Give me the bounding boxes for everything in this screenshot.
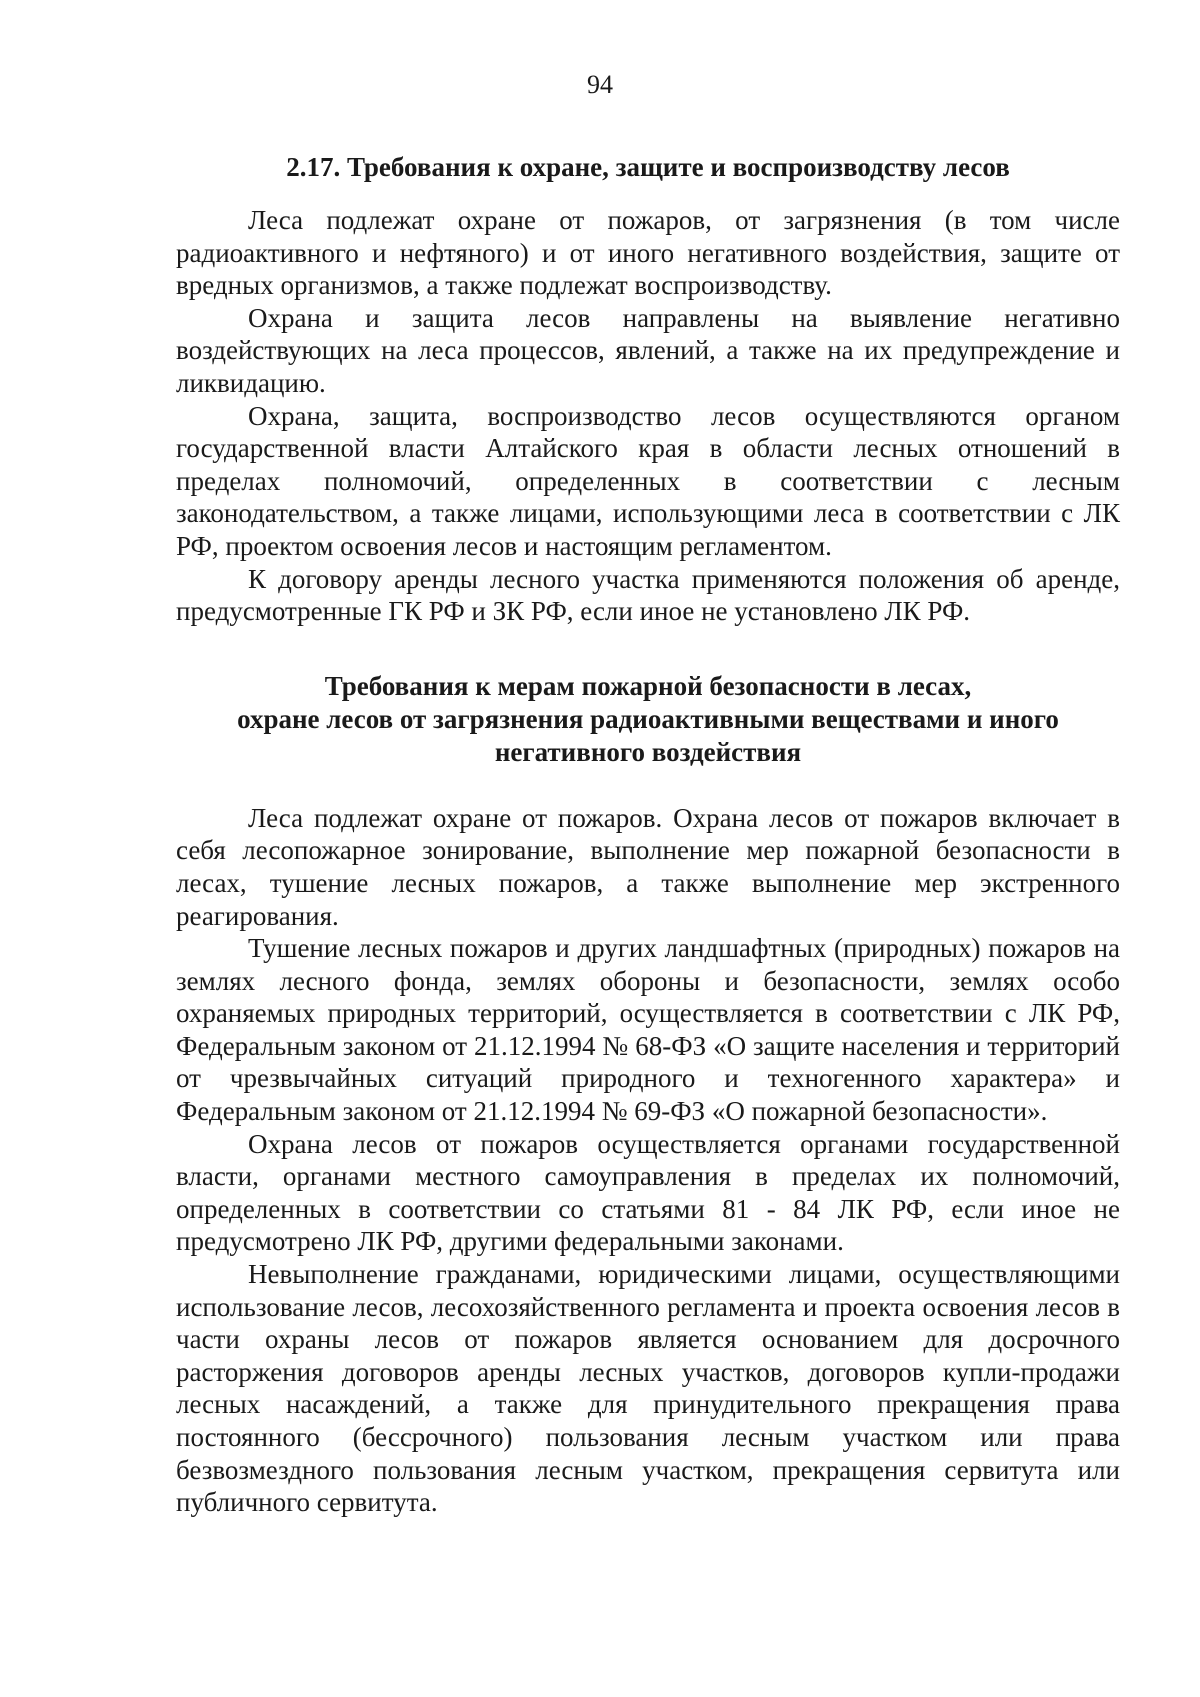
section-title: 2.17. Требования к охране, защите и воспроизводству лесов <box>286 152 1010 182</box>
paragraph: Тушение лесных пожаров и других ландшафтных (природных) пожаров на землях лесного фонда, землях обороны и безопасности, землях особо охраняемых природных территорий, осуществляется в соответствии с ЛК РФ, Федеральным законом от 21.12.1994 № 68-ФЗ «О защите населения и территорий от чрезвычайных ситуаций природного и техногенного характера» и Федеральным законом от 21.12.1994 № 69-ФЗ «О пожарной безопасности». <box>176 933 1120 1127</box>
subsection-title-line: охране лесов от загрязнения радиоактивными веществами и иного <box>237 703 1059 734</box>
paragraph: Охрана лесов от пожаров осуществляется органами государственной власти, органами местного самоуправления в пределах их полномочий, определенных в соответствии со статьями 81 - 84 ЛК РФ, если иное не предусмотрено ЛК РФ, другими федеральными законами. <box>176 1128 1120 1257</box>
subsection-title-line: Требования к мерам пожарной безопасности в лесах, <box>324 670 972 701</box>
paragraph: Охрана и защита лесов направлены на выявление негативно воздействующих на леса процессов, явлений, а также на их предупреждение и ликвидацию. <box>176 302 1120 398</box>
paragraph: Леса подлежат охране от пожаров, от загрязнения (в том числе радиоактивного и нефтяного) и от иного негативного воздействия, защите от вредных организмов, а также подлежат воспроизводству. <box>176 205 1120 301</box>
paragraph: К договору аренды лесного участка применяются положения об аренде, предусмотренные ГК РФ и ЗК РФ, если иное не установлено ЛК РФ. <box>176 563 1120 627</box>
page-number: 94 <box>587 70 613 99</box>
paragraph: Охрана, защита, воспроизводство лесов осуществляются органом государственной власти Алтайского края в области лесных отношений в пределах полномочий, определенных в соответствии с лесным законодательством, а также лицами, использующими леса в соответствии с ЛК РФ, проектом освоения лесов и настоящим регламентом. <box>176 400 1120 561</box>
paragraph: Невыполнение гражданами, юридическими лицами, осуществляющими использование лесов, лесохозяйственного регламента и проекта освоения лесов в части охраны лесов от пожаров является основанием для досрочного расторжения договоров аренды лесных участков, договоров купли-продажи лесных насаждений, а также для принудительного прекращения права постоянного (бессрочного) пользования лесным участком или права безвозмездного пользования лесным участком, прекращения сервитута или публичного сервитута. <box>176 1259 1120 1518</box>
document-body <box>176 150 1120 1519</box>
paragraph: Леса подлежат охране от пожаров. Охрана лесов от пожаров включает в себя лесопожарное зонирование, выполнение мер пожарной безопасности в лесах, тушение лесных пожаров, а также выполнение мер экстренного реагирования. <box>176 802 1120 931</box>
subsection-title-line: негативного воздействия <box>494 736 802 767</box>
subsection-title <box>176 670 1120 769</box>
